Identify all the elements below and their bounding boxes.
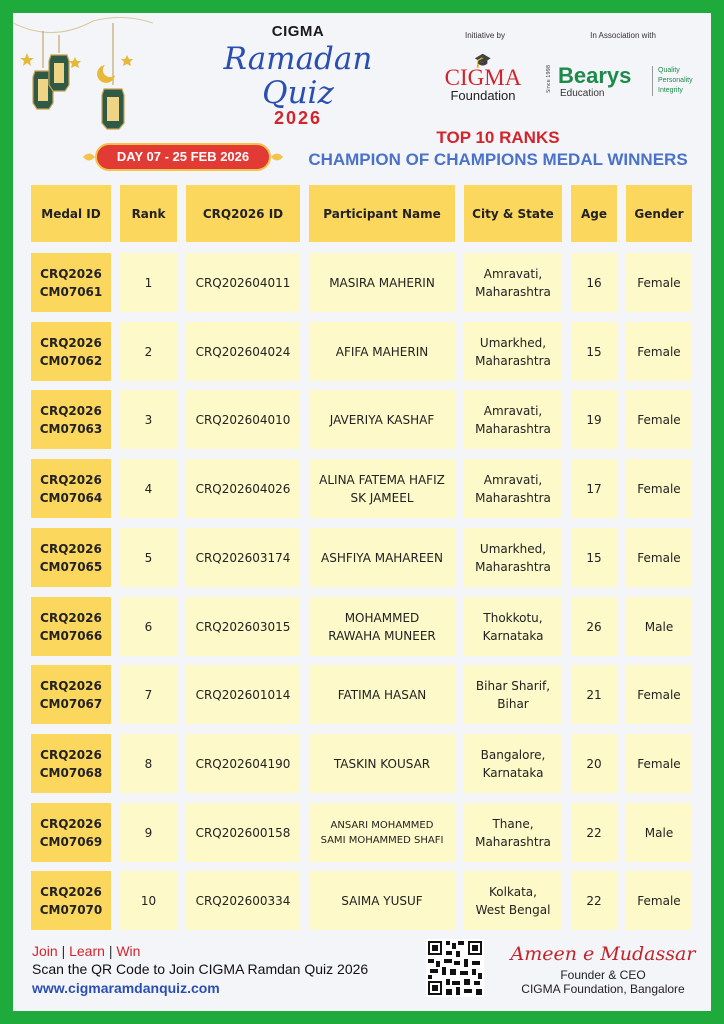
medal-line: CM07063 (39, 421, 103, 436)
cell-text: Female (637, 344, 681, 359)
medal-line: CM07067 (39, 696, 103, 711)
cell-text (40, 334, 103, 370)
medal-line: CM07068 (39, 765, 103, 780)
city-line: Maharashtra (475, 490, 551, 505)
medal-line: CRQ2026 (40, 884, 102, 899)
cell-text (481, 746, 546, 782)
medal-line: CM07069 (39, 834, 103, 849)
cell-text (336, 343, 429, 361)
column-header: Gender (626, 185, 692, 242)
column-header: Age (571, 185, 617, 242)
brand-script: Ramadan Quiz (223, 41, 373, 111)
city-line: Thokkotu, (483, 610, 543, 625)
city-line: Maharashtra (475, 559, 551, 574)
city-line: Maharashtra (475, 834, 551, 849)
cell-id (186, 597, 300, 656)
bearys-since: Since 1998 (546, 65, 552, 93)
medal-line: CRQ2026 (40, 541, 102, 556)
cell-age (571, 390, 617, 449)
cell-medal (31, 253, 111, 312)
cell-text (40, 609, 103, 645)
cell-age (571, 734, 617, 793)
cell-text: 8 (144, 756, 153, 771)
cell-city (464, 528, 562, 587)
cell-text: Male (644, 825, 674, 840)
city-line: Karnataka (482, 628, 544, 643)
city-line: Amravati, (483, 472, 543, 487)
cell-text (40, 815, 103, 851)
cell-city (464, 253, 562, 312)
cell-text: 19 (586, 412, 602, 427)
cell-text: 6 (144, 619, 153, 634)
city-line: Bihar Sharif, (475, 678, 551, 693)
association-label: In Association with (590, 31, 656, 40)
cell-medal (31, 665, 111, 724)
medal-line: CRQ2026 (40, 678, 102, 693)
cell-text: CRQ202603015 (195, 619, 291, 634)
initiative-label: Initiative by (464, 31, 506, 40)
cell-text (475, 265, 551, 301)
column-header: Rank (120, 185, 177, 242)
cell-text: 17 (586, 481, 602, 496)
cell-text (475, 402, 551, 438)
cell-text (40, 402, 103, 438)
column-header: Medal ID (31, 185, 111, 242)
cell-city (464, 459, 562, 518)
cell-text (475, 471, 551, 507)
medal-line: CRQ2026 (40, 335, 102, 350)
footer-cta (32, 943, 368, 996)
cell-rank (120, 253, 177, 312)
name-line: SAMI MOHAMMED SHAFI (320, 834, 444, 846)
name-line: FATIMA HASAN (337, 687, 427, 702)
medal-line: CM07061 (39, 284, 103, 299)
cell-text (328, 609, 435, 645)
cell-rank (120, 803, 177, 862)
column-header: City & State (464, 185, 562, 242)
bearys-divider (652, 66, 653, 96)
cell-city (464, 803, 562, 862)
cell-city (464, 734, 562, 793)
cell-gender (626, 597, 692, 656)
cell-text: 22 (586, 825, 602, 840)
city-line: Amravati, (483, 266, 543, 281)
bearys-tagline: Quality Personality Integrity (658, 67, 693, 94)
cell-rank (120, 528, 177, 587)
cell-text: CRQ202603174 (195, 550, 291, 565)
cell-id (186, 528, 300, 587)
cell-gender (626, 803, 692, 862)
cell-name (309, 528, 455, 587)
city-line: Amravati, (483, 403, 543, 418)
cell-text: CRQ202604190 (195, 756, 291, 771)
medal-line: CM07064 (39, 490, 103, 505)
cell-text (330, 411, 434, 429)
cell-text (40, 883, 103, 919)
cigma-sub: Foundation (450, 88, 516, 103)
city-line: Kolkata, (489, 884, 537, 899)
bearys-name: Bearys (558, 63, 632, 88)
cell-text (338, 686, 427, 704)
cell-city (464, 597, 562, 656)
cell-text: 7 (144, 687, 153, 702)
qr-code-icon[interactable] (426, 939, 484, 997)
cell-name (309, 803, 455, 862)
quiz-brand-logo (183, 23, 413, 129)
cell-text: 16 (586, 275, 602, 290)
cell-name (309, 459, 455, 518)
name-line: SAIMA YUSUF (341, 893, 423, 908)
cell-city (464, 390, 562, 449)
top-ranks-title: TOP 10 RANKS (436, 128, 560, 147)
city-line: Maharashtra (475, 284, 551, 299)
cell-text (476, 883, 551, 919)
cell-text: Female (637, 481, 681, 496)
founder-org: CIGMA Foundation, Bangalore (521, 982, 685, 996)
cell-name (309, 390, 455, 449)
city-line: Thane, (492, 816, 534, 831)
medal-line: CRQ2026 (40, 816, 102, 831)
cell-text: 26 (586, 619, 602, 634)
cell-id (186, 322, 300, 381)
cell-text: 3 (144, 412, 153, 427)
medal-line: CM07062 (39, 353, 103, 368)
name-line: JAVERIYA KASHAF (329, 412, 435, 427)
name-line: ANSARI MOHAMMED (330, 819, 434, 831)
cell-id (186, 803, 300, 862)
medal-line: CM07066 (39, 628, 103, 643)
day-label: DAY 07 - 25 FEB 2026 (95, 143, 271, 171)
cell-id (186, 871, 300, 930)
column-header: CRQ2026 ID (186, 185, 300, 242)
cell-age (571, 253, 617, 312)
name-line: ASHFIYA MAHAREEN (321, 550, 443, 565)
lantern-decoration-icon (13, 13, 153, 143)
cell-city (464, 665, 562, 724)
medal-line: CRQ2026 (40, 266, 102, 281)
cell-text: 22 (586, 893, 602, 908)
cell-text: Female (637, 550, 681, 565)
medal-line: CRQ2026 (40, 747, 102, 762)
name-line: TASKIN KOUSAR (333, 756, 431, 771)
cell-gender (626, 528, 692, 587)
cell-text (40, 540, 103, 576)
cell-text: Female (637, 893, 681, 908)
cell-gender (626, 665, 692, 724)
bearys-edu: Education (560, 88, 605, 99)
join-learn-win: Join | Learn | Win (32, 943, 141, 959)
cell-gender (626, 253, 692, 312)
cell-rank (120, 597, 177, 656)
medal-line: CM07065 (39, 559, 103, 574)
cell-text (40, 265, 103, 301)
cell-text (321, 818, 444, 848)
cell-rank (120, 871, 177, 930)
day-badge (83, 140, 283, 174)
cell-age (571, 665, 617, 724)
champions-subtitle: CHAMPION OF CHAMPIONS MEDAL WINNERS (308, 150, 688, 169)
cell-name (309, 734, 455, 793)
cell-text (475, 540, 551, 576)
cell-text: CRQ202601014 (195, 687, 291, 702)
name-line: ALINA FATEMA HAFIZ (319, 472, 445, 487)
graduation-cap-icon: 🎓 (474, 53, 492, 69)
signature: Ameen e Mudassar (510, 943, 696, 965)
cell-text: Female (637, 687, 681, 702)
cell-gender (626, 734, 692, 793)
cell-text: CRQ202604010 (195, 412, 291, 427)
cell-text (319, 471, 445, 507)
cigma-foundation-logo (433, 55, 533, 103)
website-link[interactable]: www.cigmaramdanquiz.com (32, 980, 220, 996)
cell-id (186, 459, 300, 518)
city-line: Karnataka (482, 765, 544, 780)
cell-id (186, 390, 300, 449)
cell-medal (31, 528, 111, 587)
medal-line: CRQ2026 (40, 403, 102, 418)
cell-text: 2 (144, 344, 153, 359)
cell-name (309, 871, 455, 930)
cell-id (186, 734, 300, 793)
cell-rank (120, 459, 177, 518)
cell-text: CRQ202600158 (195, 825, 291, 840)
cell-text (476, 677, 550, 713)
cell-age (571, 597, 617, 656)
city-line: Bangalore, (480, 747, 546, 762)
name-line: SK JAMEEL (350, 490, 414, 505)
cell-city (464, 322, 562, 381)
cell-medal (31, 597, 111, 656)
cell-text (341, 892, 422, 910)
cell-city (464, 871, 562, 930)
cell-gender (626, 322, 692, 381)
cell-medal (31, 734, 111, 793)
cell-text (329, 274, 435, 292)
cell-text (40, 471, 103, 507)
cell-medal (31, 871, 111, 930)
city-line: West Bengal (475, 902, 551, 917)
cell-text (321, 549, 443, 567)
cell-text: 5 (144, 550, 153, 565)
cell-text: 1 (144, 275, 153, 290)
cell-text (40, 746, 103, 782)
city-line: Maharashtra (475, 421, 551, 436)
cell-text (475, 815, 551, 851)
cell-text: CRQ202604024 (195, 344, 291, 359)
cell-id (186, 253, 300, 312)
cell-age (571, 528, 617, 587)
cell-text: 15 (586, 550, 602, 565)
cell-rank (120, 322, 177, 381)
cell-medal (31, 459, 111, 518)
city-line: Umarkhed, (479, 335, 547, 350)
cell-name (309, 597, 455, 656)
bearys-education-logo (546, 63, 696, 103)
cell-medal (31, 322, 111, 381)
cell-rank (120, 390, 177, 449)
name-line: AFIFA MAHERIN (335, 344, 429, 359)
city-line: Maharashtra (475, 353, 551, 368)
cell-name (309, 253, 455, 312)
cell-text: 20 (586, 756, 602, 771)
brand-year: 2026 (273, 108, 323, 128)
cell-text (334, 755, 430, 773)
cell-age (571, 803, 617, 862)
cell-medal (31, 390, 111, 449)
cell-text: 9 (144, 825, 153, 840)
cell-text: 15 (586, 344, 602, 359)
cell-gender (626, 390, 692, 449)
medal-line: CM07070 (39, 902, 103, 917)
column-header: Participant Name (309, 185, 455, 242)
name-line: MOHAMMED (344, 610, 420, 625)
city-line: Bihar (497, 696, 529, 711)
cigma-word: CIGMA (444, 65, 522, 90)
cell-text: Female (637, 412, 681, 427)
cell-id (186, 665, 300, 724)
cell-text: Female (637, 275, 681, 290)
poster (13, 13, 711, 1011)
cell-text: Female (637, 756, 681, 771)
cell-text: 10 (140, 893, 157, 908)
cell-age (571, 871, 617, 930)
cell-rank (120, 665, 177, 724)
cell-gender (626, 459, 692, 518)
cell-text: 4 (144, 481, 153, 496)
cell-name (309, 665, 455, 724)
city-line: Umarkhed, (479, 541, 547, 556)
name-line: RAWAHA MUNEER (328, 628, 436, 643)
cell-name (309, 322, 455, 381)
scan-text: Scan the QR Code to Join CIGMA Ramdan Quiz 2026 (32, 961, 369, 977)
cell-rank (120, 734, 177, 793)
cell-gender (626, 871, 692, 930)
name-line: MASIRA MAHERIN (329, 275, 435, 290)
cell-text (475, 334, 551, 370)
brand-top: CIGMA (271, 23, 325, 40)
medal-line: CRQ2026 (40, 610, 102, 625)
medal-line: CRQ2026 (40, 472, 102, 487)
cell-text: CRQ202600334 (195, 893, 291, 908)
founder-role: Founder & CEO (560, 968, 646, 982)
cell-medal (31, 803, 111, 862)
cell-age (571, 459, 617, 518)
founder-signature-block (503, 943, 703, 996)
cell-age (571, 322, 617, 381)
cell-text (483, 609, 544, 645)
cell-text: Male (644, 619, 674, 634)
cell-text: CRQ202604011 (195, 275, 291, 290)
cell-text (40, 677, 103, 713)
cell-text: 21 (586, 687, 602, 702)
cell-text: CRQ202604026 (195, 481, 291, 496)
